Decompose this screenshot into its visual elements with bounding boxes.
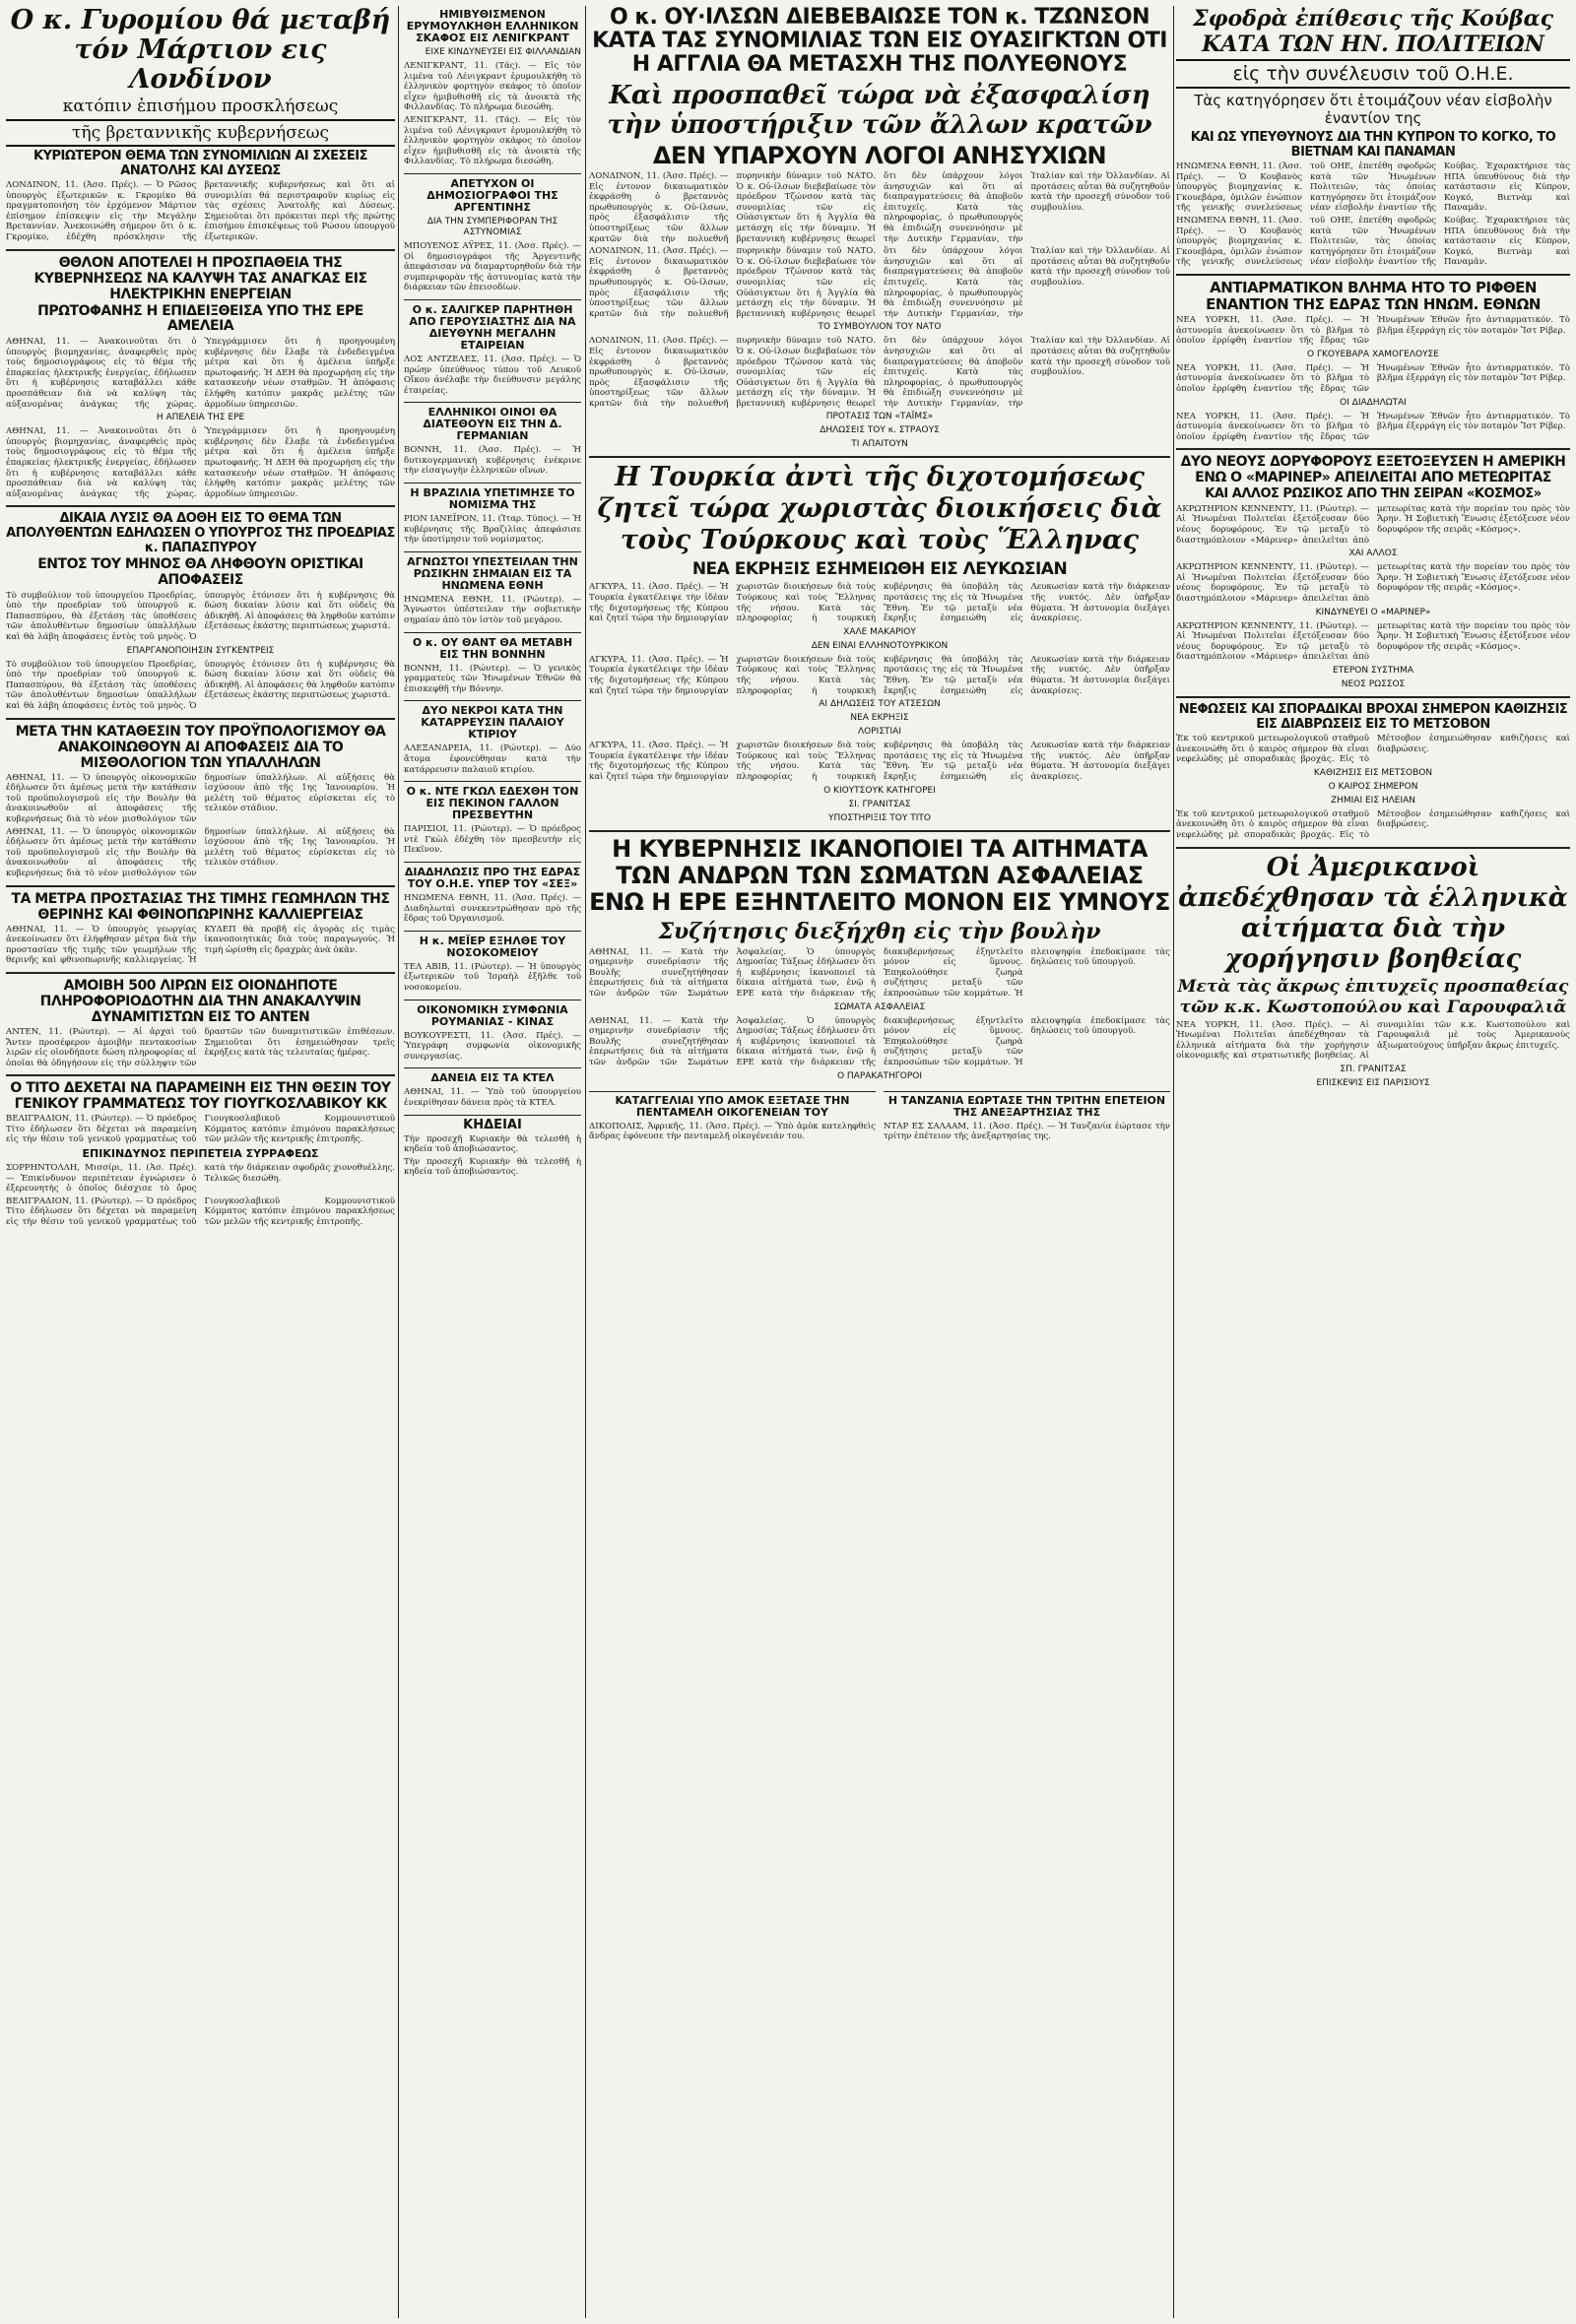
article-body: ΑΘΗΝΑΙ, 11. — Ἀνακοινοῦται ὅτι ὁ ὑπουργὸς βιομηχανίας, ἀναφερθεὶς πρὸς τοὺς δημοσιογράφους εἰς τὸ θέμα τῆς ἐπαρκείας ἠλεκτρικῆς ἐνεργείας, ἐδήλωσεν ὅτι ἡ κυβέρνησις καταβάλλει κάθε προσπάθειαν διὰ νὰ καλύψη τὰς αὐξανομένας ἀνάγκας τῆς χώρας. Ὑπεγράμμισεν ὅτι ἡ προηγουμένη κυβέρνησις δὲν ἔλαβε τὰ ἐνδεδειγμένα μέτρα καὶ ὅτι ἡ ἀμέλεια ὑπῆρξε πρωτοφανής. Ἡ ΔΕΗ θὰ προχωρήση εἰς τὴν κατασκευὴν νέων σταθμῶν. Ἡ ἀπόφασις ἐλήφθη κατόπιν μακρᾶς μελέτης τῶν ἁρμοδίων ὑπηρεσιῶν. [6,426,395,499]
divider [6,972,395,974]
divider [1176,448,1570,450]
article-body: ΗΝΩΜΕΝΑ ΕΘΝΗ, 11. (Ρώυτερ). — Ἄγνωστοι ὑπέστειλαν τὴν σοβιετικὴν σημαίαν ἀπὸ τὸν ἱστὸν τοῦ μεγάρου. [404,594,581,626]
article-missile [1176,280,1570,442]
headline: Ο κ. ΟΥ·ΙΛΣΩΝ ΔΙΕΒΕΒΑΙΩΣΕ ΤΟΝ κ. ΤΖΩΝΣΟΝ ΚΑΤΑ ΤΑΣ ΣΥΝΟΜΙΛΙΑΣ ΤΩΝ ΕΙΣ ΟΥΑΣΙΓΚΤΩΝ ΟΤΙ Η ΑΓΓΛΙΑ ΘΑ ΜΕΤΑΣΧΗ ΤΗΣ ΠΟΛΥΕΘΝΟΥΣ [592,5,1167,77]
subheadline: κατόπιν ἐπισήμου προσκλήσεως [62,97,339,116]
divider [404,632,581,633]
article-body: ΑΓΚΥΡΑ, 11. (Ἀσσ. Πρές). — Ἡ Τουρκία ἐγκατέλειψε τὴν ἰδέαν τῆς διχοτομήσεως τῆς Κύπρου καὶ ζητεῖ τώρα τὴν δημιουργίαν χωριστῶν διοικήσεων διὰ τοὺς Τούρκους καὶ τοὺς Ἕλληνας τῆς νήσου. Κατὰ τὰς πληροφορίας ἡ τουρκικὴ κυβέρνησις θὰ ὑποβάλη τὰς προτάσεις της εἰς τὰ Ἡνωμένα Ἔθνη. Ἐν τῷ μεταξὺ νέα ἔκρηξις ἐσημειώθη εἰς Λευκωσίαν κατὰ τὴν διάρκειαν τῆς νυκτός. Δὲν ὑπῆρξαν θύματα. Ἡ ἀστυνομία διεξάγει ἀνακρίσεις. [589,654,1170,696]
column-1 [6,6,395,1234]
column-3 [589,6,1170,1150]
article-body: ΒΕΛΙΓΡΑΔΙΟΝ, 11. (Ρώυτερ). — Ὁ πρόεδρος Τίτο ἐδήλωσεν ὅτι δέχεται νὰ παραμείνη εἰς τὴν θέσιν τοῦ γενικοῦ γραμματέως τοῦ Γιουγκοσλαβικοῦ Κομμουνιστικοῦ Κόμματος κατόπιν ἐπιμόνου παρακλήσεως τῶν μελῶν τῆς κεντρικῆς ἐπιτροπῆς. [6,1114,395,1145]
divider [404,1000,581,1001]
article-body: ΤΕΛ ΑΒΙΒ, 11. (Ρώυτερ). — Ἡ ὑπουργὸς ἐξωτερικῶν τοῦ Ἰσραὴλ ἐξῆλθε τοῦ νοσοκομείου. [404,961,581,993]
headline: Οἱ Ἀμερικανοὶ ἀπεδέχθησαν τὰ ἑλληνικὰ αἰτήματα διὰ τὴν χορήγησιν βοηθείας [1178,852,1568,974]
article-body: Τὸ συμβούλιον τοῦ ὑπουργείου Προεδρίας, ὑπὸ τὴν προεδρίαν τοῦ ὑπουργοῦ κ. Παπασπύρου, θὰ ἐξετάση τὰς ὑποθέσεις τῶν ἀπολυθέντων δημοσίων ὑπαλλήλων καὶ θὰ λάβη ἀποφάσεις ἐντὸς τοῦ μηνὸς. Ὁ ὑπουργὸς ἐτόνισεν ὅτι ἡ κυβέρνησις θὰ δώση δικαίαν λύσιν καὶ ὅτι οὐδεὶς θὰ ἀδικηθῆ. Αἱ ἀποφάσεις θὰ ληφθοῦν κατόπιν ἐξετάσεως ἑκάστης περιπτώσεως χωριστά. [6,590,395,643]
divider [404,1067,581,1068]
article-salinger [404,304,581,396]
divider [404,862,581,863]
article-gromyko [6,6,395,243]
divider [589,456,1170,458]
divider [6,718,395,720]
headline: ΤΑ ΜΕΤΡΑ ΠΡΟΣΤΑΣΙΑΣ ΤΗΣ ΤΙΜΗΣ ΓΕΩΜΗΛΩΝ ΤΗΣ ΘΕΡΙΝΗΣ ΚΑΙ ΦΘΙΝΟΠΩΡΙΝΗΣ ΚΑΛΛΙΕΡΓΕΙΑΣ [11,890,390,923]
article-body: Ἐκ τοῦ κεντρικοῦ μετεωρολογικοῦ σταθμοῦ ἀνεκοινώθη ὅτι ὁ καιρὸς σήμερον θὰ εἶναι νεφελώδης μὲ σποραδικὰς βροχάς. Εἰς τὸ Μέτσοβον ἐσημειώθησαν καθιζήσεις καὶ διαβρώσεις. [1176,808,1570,840]
article-body: ΛΕΝΙΓΚΡΑΝΤ, 11. (Τάς). — Εἰς τὸν λιμένα τοῦ Λένιγκραντ ἐρυμουλκήθη τὸ ἐλληνικὸν φορτηγὸν σκάφος τὸ ὁποῖον εἶχεν ἡμιβυθισθῆ εἰς τὰ ἀνοικτὰ τῆς Φιλλανδίας. Τὸ πλήρωμα διεσώθη. [404,114,581,167]
article-body: ΝΕΑ ΥΟΡΚΗ, 11. (Ἀσσ. Πρές). — Αἱ Ἡνωμέναι Πολιτεῖαι ἀπεδέχθησαν τὰ ἑλληνικὰ αἰτήματα διὰ τὴν χορήγησιν οἰκονομικῆς καὶ στρατιωτικῆς βοηθείας. Αἱ συνομιλίαι τῶν κ.κ. Κωστοπούλου καὶ Γαρουφαλιᾶ μὲ τοὺς Ἀμερικανοὺς ἀξιωματούχους ὑπῆρξαν ἄκρως ἐπιτυχεῖς. [1176,1019,1570,1062]
article-electric [6,255,395,500]
subheadline: Συζήτησις διεξήχθη εἰς τὴν βουλὴν [658,918,1101,944]
article-tito [6,1080,395,1227]
headline: ΔΙΚΑΙΑ ΛΥΣΙΣ ΘΑ ΔΟΘΗ ΕΙΣ ΤΟ ΘΕΜΑ ΤΩΝ ΑΠΟΛΥΘΕΝΤΩΝ ΕΔΗΛΩΣΕΝ Ο ΥΠΟΥΡΓΟΣ ΤΗΣ ΠΡΟΕΔΡΙΑΣ κ. ΠΑΠΑΣΠΥΡΟΥ [6,511,395,556]
article-meir [404,936,581,994]
article-body: ΜΠΟΥΕΝΟΣ ΑΫΡΕΣ, 11. (Ἀσσ. Πρές). — Οἱ δημοσιογράφοι τῆς Ἀργεντινῆς ἀπεφάσισαν νὰ διαμαρτυρηθοῦν διὰ τὴν συμπεριφορὰν τῆς ἀστυνομίας κατὰ τὴν διάρκειαν τῶν ἐπεισοδίων. [404,240,581,293]
headline: Η ΒΡΑΖΙΛΙΑ ΥΠΕΤΙΜΗΣΕ ΤΟ ΝΟΜΙΣΜΑ ΤΗΣ [410,486,575,512]
article-body: ΑΘΗΝΑΙ, 11. — Ὁ ὑπουργὸς γεωργίας ἀνεκοίνωσεν ὅτι ἐλήφθησαν μέτρα διὰ τὴν προστασίαν τῆς τιμῆς τῶν γεωμήλων τῆς θερινῆς καὶ φθινοπωρινῆς καλλιεργείας. Ἡ ΚΥΔΕΠ θὰ προβῆ εἰς ἀγορὰς εἰς τιμὰς ἱκανοποιητικὰς διὰ τοὺς παραγωγούς. Ἡ τιμὴ ὡρίσθη εἰς δραχμὰς ἀνὰ ὀκᾶν. [6,924,395,966]
article-body: ΗΝΩΜΕΝΑ ΕΘΝΗ, 11. (Ἀσσ. Πρές). — Ὁ Κουβανὸς ὑπουργὸς βιομηχανίας κ. Γκουεβάρα, ὁμιλῶν ἐνώπιον τῆς γενικῆς συνελεύσεως τοῦ ΟΗΕ, ἐπετέθη σφοδρῶς κατὰ τῶν Ἡνωμένων Πολιτειῶν, τὰς ὁποίας κατηγόρησεν ὅτι ἑτοιμάζουν νέαν εἰσβολὴν ἐναντίον τῆς Κούβας. Ἐχαρακτήρισε τὰς ΗΠΑ ὑπευθύνους διὰ τὴν κατάστασιν εἰς Κύπρον, Κογκό, Βιετνὰμ καὶ Παναμᾶν. [1176,215,1570,268]
subheadline: ΔΕΝ ΥΠΑΡΧΟΥΝ ΛΟΓΟΙ ΑΝΗΣΥΧΙΩΝ [652,142,1107,169]
article-body: ΛΕΝΙΓΚΡΑΝΤ, 11. (Τάς). — Εἰς τὸν λιμένα τοῦ Λένιγκραντ ἐρυμουλκήθη τὸ ἐλληνικὸν φορτηγὸν σκάφος τὸ ὁποῖον εἶχεν ἡμιβυθισθῆ εἰς τὰ ἀνοικτὰ τῆς Φιλλανδίας. Τὸ πλήρωμα διεσώθη. [404,61,581,113]
article-wilson [589,6,1170,450]
article-u-thant [404,637,581,695]
headline: ΝΕΦΩΣΕΙΣ ΚΑΙ ΣΠΟΡΑΔΙΚΑΙ ΒΡΟΧΑΙ ΣΗΜΕΡΟΝ ΚΑΘΙΖΗΣΙΣ ΕΙΣ ΔΙΑΒΡΩΣΕΙΣ ΕΙΣ ΤΟ ΜΕΤΣΟΒΟΝ [1178,701,1568,732]
divider [1176,847,1570,849]
article-romania [404,1004,581,1063]
section-label: ΕΠΑΡΓΑΝΟΠΟΙΗΣΙΝ ΣΥΓΚΕΝΤΡΕΙΣ [126,645,275,656]
article-body: ΛΟΝΔΙΝΟΝ, 11. (Ἀσσ. Πρές). — Εἰς ἐντονον δικαιωματικὸν ἐκφράσθη ὁ βρεταννὸς πρωθυπουργὸς κ. Οὐ-ίλσων, πρὸς ἐξασφάλισιν τῆς ὑποστηρίξεως τῶν ἄλλων κρατῶν διὰ τὴν πολυεθνῆ πυρηνικὴν δύναμιν τοῦ ΝΑΤΟ. Ὁ κ. Οὐ-ίλσων διεβεβαίωσε τὸν πρόεδρον Τζώνσον κατὰ τὰς συνομιλίας τῶν εἰς Οὐάσιγκτων ὅτι ἡ Ἀγγλία θὰ μετάσχη εἰς τὴν δύναμιν. Ἡ βρεταννικὴ κυβέρνησις θεωρεῖ ὅτι δὲν ὑπάρχουν λόγοι ἀνησυχιῶν καὶ ὅτι αἱ διαπραγματεύσεις θὰ ἀποβοῦν ἐπιτυχεῖς. Κατὰ τὰς πληροφορίας, ὁ πρωθυπουργὸς θὰ ἐπιδιώξη συνεννόησιν μὲ τὴν Δυτικὴν Γερμανίαν, τὴν Ἰταλίαν καὶ τὴν Ὀλλανδίαν. Αἱ προτάσεις αὗται θὰ συζητηθοῦν κατὰ τὴν προσεχῆ σύνοδον τοῦ συμβουλίου. [589,336,1170,409]
column-rule [585,6,586,2318]
article-body: ΑΘΗΝΑΙ, 11. — Ὑπὸ τοῦ ὑπουργείου ἐνεκρίθησαν δάνεια πρὸς τὰ ΚΤΕΛ. [404,1087,581,1108]
article-collapse [404,705,581,775]
section-label: ΥΠΟΣΤΗΡΙΞΙΣ ΤΟΥ ΤΙΤΟ [828,812,931,823]
article-demonstration [404,867,581,925]
article-body: ΑΚΡΩΤΗΡΙΟΝ ΚΕΝΝΕΝΤΥ, 11. (Ρώυτερ). — Αἱ Ἡνωμέναι Πολιτεῖαι ἐξετόξευσαν δύο νέους δορυφόρους. Ἐν τῷ μεταξὺ τὸ διαστημόπλοιον «Μάρινερ» ἀπειλεῖται ἀπὸ μετεωρίτας κατὰ τὴν πορείαν του πρὸς τὸν Ἄρην. Ἡ Σοβιετικὴ Ἕνωσις ἐξετόξευσε νέον δορυφόρον τῆς σειρᾶς «Κόσμος». [1176,620,1570,663]
headline: ΑΓΝΩΣΤΟΙ ΥΠΕΣΤΕΙΛΑΝ ΤΗΝ ΡΩΣΙΚΗΝ ΣΗΜΑΙΑΝ ΕΙΣ ΤΑ ΗΝΩΜΕΝΑ ΕΘΝΗ [407,554,578,592]
article-body: ΔΙΚΟΠΟΛΙΣ, Ἀφρικῆς, 11. (Ἀσσ. Πρές). — Ὑπὸ ἀμὸκ κατεληφθεὶς ἄνδρας ἐφόνευσε τὴν πενταμελῆ οἰκογένειάν του. [589,1121,876,1142]
divider [404,700,581,701]
section-label: ΕΠΙΚΙΝΔΥΝΟΣ ΠΕΡΙΠΕΤΕΙΑ ΣΥΡΡΑΦΕΩΣ [82,1147,319,1161]
article-body: ΡΙΟΝ ΙΑΝΕΪΡΟΝ, 11. (Ἰταρ. Τύπος). — Ἡ κυβέρνησις τῆς Βραζιλίας ἀπεφάσισε τὴν ὑποτίμησιν τοῦ νομίσματος. [404,514,581,546]
article-body: ΗΝΩΜΕΝΑ ΕΘΝΗ, 11. (Ἀσσ. Πρές). — Ὁ Κουβανὸς ὑπουργὸς βιομηχανίας κ. Γκουεβάρα, ὁμιλῶν ἐνώπιον τῆς γενικῆς συνελεύσεως τοῦ ΟΗΕ, ἐπετέθη σφοδρῶς κατὰ τῶν Ἡνωμένων Πολιτειῶν, τὰς ὁποίας κατηγόρησεν ὅτι ἑτοιμάζουν νέαν εἰσβολὴν ἐναντίον τῆς Κούβας. Ἐχαρακτήρισε τὰς ΗΠΑ ὑπευθύνους διὰ τὴν κατάστασιν εἰς Κύπρον, Κογκό, Βιετνὰμ καὶ Παναμᾶν. [1176,161,1570,214]
article-wines [404,407,581,477]
article-de-gaulle [404,786,581,856]
subheadline: ΝΕΑ ΕΚΡΗΞΙΣ ΕΣΗΜΕΙΩΘΗ ΕΙΣ ΛΕΥΚΩΣΙΑΝ [691,559,1068,580]
article-body: ΣΟΡΡΗΝΤΟΛΛΗ, Μισσίρι, 11. (Ἀσ. Πρές). — Ἐπικίνδυνον περιπέτειαν ἐγνώρισεν ὁ ἐξερευνητὴς ὁ ὁποῖος διέσχισε τὸ ὄρος κατὰ τὴν διάρκειαν σφοδρᾶς χιονοθυέλλης. Τελικῶς διεσώθη. [6,1163,395,1194]
article-body: ΑΚΡΩΤΗΡΙΟΝ ΚΕΝΝΕΝΤΥ, 11. (Ρώυτερ). — Αἱ Ἡνωμέναι Πολιτεῖαι ἐξετόξευσαν δύο νέους δορυφόρους. Ἐν τῷ μεταξὺ τὸ διαστημόπλοιον «Μάρινερ» ἀπειλεῖται ἀπὸ μετεωρίτας κατὰ τὴν πορείαν του πρὸς τὸν Ἄρην. Ἡ Σοβιετικὴ Ἕνωσις ἐξετόξευσε νέον δορυφόρον τῆς σειρᾶς «Κόσμος». [1176,562,1570,604]
subheadline: τῆς βρεταννικῆς κυβερνήσεως [6,119,395,147]
headline: ΑΝΤΙΑΡΜΑΤΙΚΟΝ ΒΛΗΜΑ ΗΤΟ ΤΟ ΡΙΦΘΕΝ ΕΝΑΝΤΙΟΝ ΤΗΣ ΕΔΡΑΣ ΤΩΝ ΗΝΩΜ. ΕΘΝΩΝ [1206,278,1541,313]
article-budget [6,724,395,879]
article-body: ΝΕΑ ΥΟΡΚΗ, 11. (Ἀσσ. Πρές). — Ἡ ἀστυνομία ἀνεκοίνωσεν ὅτι τὸ βλῆμα τὸ ὁποῖον ἐρρίφθη ἐναντίον τῆς ἕδρας τῶν Ἡνωμένων Ἐθνῶν ἦτο ἀντιαρματικόν. Τὸ βλῆμα ἐξερράγη εἰς τὸν ποταμὸν Ἴστ Ρίβερ. [1176,362,1570,394]
divider [1176,274,1570,276]
headline: ΘΘΛΟΝ ΑΠΟΤΕΛΕΙ Η ΠΡΟΣΠΑΘΕΙΑ ΤΗΣ ΚΥΒΕΡΝΗΣΕΩΣ ΝΑ ΚΑΛΥΨΗ ΤΑΣ ΑΝΑΓΚΑΣ ΕΙΣ ΗΛΕΚΤΡΙΚΗΝ ΕΝΕΡΓΕΙΑΝ [33,254,367,302]
divider [6,1074,395,1076]
divider [1176,696,1570,698]
article-body: ΗΝΩΜΕΝΑ ΕΘΝΗ, 11. (Ἀσσ. Πρές). — Διαδηλωταὶ συνεκεντρώθησαν πρὸ τῆς ἕδρας τοῦ Ὀργανισμοῦ. [404,892,581,925]
article-flag [404,556,581,626]
section-label: ΤΟ ΣΥΜΒΟΥΛΙΟΝ ΤΟΥ ΝΑΤΟ [818,322,942,333]
section-label: ΚΙΝΔΥΝΕΥΕΙ Ο «ΜΑΡΙΝΕΡ» [1315,607,1431,617]
headline: Ο κ. ΝΤΕ ΓΚΩΛ ΕΔΕΧΘΗ ΤΟΝ ΕΙΣ ΠΕΚΙΝΟΝ ΓΑΛΛΟΝ ΠΡΕΣΒΕΥΤΗΝ [406,785,579,822]
subheadline: ΔΙΑ ΤΗΝ ΣΥΜΠΕΡΙΦΟΡΑΝ ΤΗΣ ΑΣΤΥΝΟΜΙΑΣ [427,216,558,237]
section-label: ΖΗΜΙΑΙ ΕΙΣ ΗΛΕΙΑΝ [1330,795,1416,806]
article-body: Τὴν προσεχῆ Κυριακὴν θὰ τελεσθῆ ἡ κηδεία τοῦ ἀποβιώσαντος. [404,1133,581,1155]
column-rule [398,6,399,2318]
section-label: ΔΕΝ ΕΙΝΑΙ ΕΛΛΗΝΟΤΟΥΡΚΙΚΟΝ [811,640,949,651]
article-body: ΑΘΗΝΑΙ, 11. — Κατὰ τὴν σημερινὴν συνεδρίασιν τῆς Βουλῆς συνεζητήθησαν ἐπερωτήσεις διὰ τὰ αἰτήματα τῶν ἀνδρῶν τῶν Σωμάτων Ἀσφαλείας. Ὁ ὑπουργὸς Δημοσίας Τάξεως ἐδήλωσεν ὅτι ἡ κυβέρνησις ἱκανοποιεῖ τὰ δίκαια αἰτήματά των, ἐνῷ ἡ ΕΡΕ κατὰ τὴν διάρκειαν τῆς διακυβερνήσεως ἐξηντλεῖτο μόνον εἰς ὕμνους. Ἐπηκολούθησε ζωηρὰ συζήτησις μεταξὺ τῶν ἐκπροσώπων τῶν κομμάτων. Ἡ πλειοψηφία ἐπεδοκίμασε τὰς δηλώσεις τοῦ ὑπουργοῦ. [589,1015,1170,1067]
subheadline: ΚΑΙ ΩΣ ΥΠΕΥΘΥΝΟΥΣ ΔΙΑ ΤΗΝ ΚΥΠΡΟΝ ΤΟ ΚΟΓΚΟ, ΤΟ ΒΙΕΤΝΑΜ ΚΑΙ ΠΑΝΑΜΑΝ [1190,130,1556,160]
divider [6,885,395,887]
section-label: ΔΗΛΩΣΕΙΣ ΤΟΥ κ. ΣΤΡΑΟΥΣ [820,425,940,436]
column-rule [1173,6,1174,2318]
article-body: ΑΚΡΩΤΗΡΙΟΝ ΚΕΝΝΕΝΤΥ, 11. (Ρώυτερ). — Αἱ Ἡνωμέναι Πολιτεῖαι ἐξετόξευσαν δύο νέους δορυφόρους. Ἐν τῷ μεταξὺ τὸ διαστημόπλοιον «Μάρινερ» ἀπειλεῖται ἀπὸ μετεωρίτας κατὰ τὴν πορείαν του πρὸς τὸν Ἄρην. Ἡ Σοβιετικὴ Ἕνωσις ἐξετόξευσε νέον δορυφόρον τῆς σειρᾶς «Κόσμος». [1176,503,1570,546]
divider [589,830,1170,832]
section-label: Η ΑΠΕΛΕΙΑ ΤΗΣ ΕΡΕ [156,413,245,423]
article-security-forces [589,836,1170,1082]
headline: ΚΑΤΑΓΓΕΛΙΑΙ ΥΠΟ ΑΜΟΚ ΕΞΕΤΑΣΕ ΤΗΝ ΠΕΝΤΑΜΕΛΗ ΟΙΚΟΓΕΝΕΙΑΝ ΤΟΥ [589,1091,876,1119]
headline: ΔΥΟ ΝΕΚΡΟΙ ΚΑΤΑ ΤΗΝ ΚΑΤΑΡΡΕΥΣΙΝ ΠΑΛΑΙΟΥ ΚΤΙΡΙΟΥ [421,704,564,742]
headline: ΚΗΔΕΙΑΙ [463,1117,522,1132]
article-argentina [404,178,581,293]
column-2 [404,6,581,1184]
article-ktel [404,1072,581,1108]
section-label: ΕΤΕΡΟΝ ΣΥΣΤΗΜΑ [1332,665,1414,676]
article-body: Τὸ συμβούλιον τοῦ ὑπουργείου Προεδρίας, ὑπὸ τὴν προεδρίαν τοῦ ὑπουργοῦ κ. Παπασπύρου, θὰ ἐξετάση τὰς ὑποθέσεις τῶν ἀπολυθέντων δημοσίων ὑπαλλήλων καὶ θὰ λάβη ἀποφάσεις ἐντὸς τοῦ μηνὸς. Ὁ ὑπουργὸς ἐτόνισεν ὅτι ἡ κυβέρνησις θὰ δώση δικαίαν λύσιν καὶ ὅτι οὐδεὶς θὰ ἀδικηθῆ. Αἱ ἀποφάσεις θὰ ληφθοῦν κατόπιν ἐξετάσεως ἑκάστης περιπτώσεως χωριστά. [6,659,395,711]
section-label: Ο ΚΑΙΡΟΣ ΣΗΜΕΡΟΝ [1328,781,1418,792]
divider [404,1115,581,1116]
article-cuba [1176,6,1570,268]
headline: Η ΚΥΒΕΡΝΗΣΙΣ ΙΚΑΝΟΠΟΙΕΙ ΤΑ ΑΙΤΗΜΑΤΑ ΤΩΝ ΑΝΔΡΩΝ ΤΩΝ ΣΩΜΑΤΩΝ ΑΣΦΑΛΕΙΑΣ ΕΝΩ Η ΕΡΕ ΕΞΗΝΤΛΕΙΤΟ ΜΟΝΟΝ ΕΙΣ ΥΜΝΟΥΣ [589,834,1170,916]
article-body: ΑΓΚΥΡΑ, 11. (Ἀσσ. Πρές). — Ἡ Τουρκία ἐγκατέλειψε τὴν ἰδέαν τῆς διχοτομήσεως τῆς Κύπρου καὶ ζητεῖ τώρα τὴν δημιουργίαν χωριστῶν διοικήσεων διὰ τοὺς Τούρκους καὶ τοὺς Ἕλληνας τῆς νήσου. Κατὰ τὰς πληροφορίας ἡ τουρκικὴ κυβέρνησις θὰ ὑποβάλη τὰς προτάσεις της εἰς τὰ Ἡνωμένα Ἔθνη. Ἐν τῷ μεταξὺ νέα ἔκρηξις ἐσημειώθη εἰς Λευκωσίαν κατὰ τὴν διάρκειαν τῆς νυκτός. Δὲν ὑπῆρξαν θύματα. Ἡ ἀστυνομία διεξάγει ἀνακρίσεις. [589,582,1170,624]
subheadline: Τὰς κατηγόρησεν ὅτι ἑτοιμάζουν νέαν εἰσβολὴν ἐναντίον της [1194,92,1552,127]
subheadline: ΚΑΙ ΑΛΛΟΣ ΡΩΣΙΚΟΣ ΑΠΟ ΤΗΝ ΣΕΙΡΑΝ «ΚΟΣΜΟΣ» [1205,486,1542,502]
article-body: ΒΕΛΙΓΡΑΔΙΟΝ, 11. (Ρώυτερ). — Ὁ πρόεδρος Τίτο ἐδήλωσεν ὅτι δέχεται νὰ παραμείνη εἰς τὴν θέσιν τοῦ γενικοῦ γραμματέως τοῦ Γιουγκοσλαβικοῦ Κομμουνιστικοῦ Κόμματος κατόπιν ἐπιμόνου παρακλήσεως τῶν μελῶν τῆς κεντρικῆς ἐπιτροπῆς. [6,1195,395,1228]
article-funerals [404,1117,581,1178]
article-body: ΒΟΥΚΟΥΡΕΣΤΙ, 11. (Ἀσσ. Πρές). — Ὑπεγράφη συμφωνία οἰκονομικῆς συνεργασίας. [404,1030,581,1062]
article-body: ΑΘΗΝΑΙ, 11. — Κατὰ τὴν σημερινὴν συνεδρίασιν τῆς Βουλῆς συνεζητήθησαν ἐπερωτήσεις διὰ τὰ αἰτήματα τῶν ἀνδρῶν τῶν Σωμάτων Ἀσφαλείας. Ὁ ὑπουργὸς Δημοσίας Τάξεως ἐδήλωσεν ὅτι ἡ κυβέρνησις ἱκανοποιεῖ τὰ δίκαια αἰτήματά των, ἐνῷ ἡ ΕΡΕ κατὰ τὴν διάρκειαν τῆς διακυβερνήσεως ἐξηντλεῖτο μόνον εἰς ὕμνους. Ἐπηκολούθησε ζωηρὰ συζήτησις μεταξὺ τῶν ἐκπροσώπων τῶν κομμάτων. Ἡ πλειοψηφία ἐπεδοκίμασε τὰς δηλώσεις τοῦ ὑπουργοῦ. [589,946,1170,999]
section-label: ΣΙ. ΓΡΑΝΙΤΣΑΣ [848,799,911,809]
article-satellites [1176,454,1570,690]
article-body: ΒΟΝΝΗ, 11. (Ρώυτερ). — Ὁ γενικὸς γραμματεὺς τῶν Ἡνωμένων Ἐθνῶν θὰ ἐπισκεφθῆ τὴν Βόννην. [404,663,581,694]
subheadline: Καὶ προσπαθεῖ τώρα νὰ ἐξασφαλίση τὴν ὑποστήριξιν τῶν ἄλλων κρατῶν [607,81,1152,140]
divider [404,781,581,782]
article-body: ΑΘΗΝΑΙ, 11. — Ἀνακοινοῦται ὅτι ὁ ὑπουργὸς βιομηχανίας, ἀναφερθεὶς πρὸς τοὺς δημοσιογράφους εἰς τὸ θέμα τῆς ἐπαρκείας ἠλεκτρικῆς ἐνεργείας, ἐδήλωσεν ὅτι ἡ κυβέρνησις καταβάλλει κάθε προσπάθειαν διὰ νὰ καλύψη τὰς αὐξανομένας ἀνάγκας τῆς χώρας. Ὑπεγράμμισεν ὅτι ἡ προηγουμένη κυβέρνησις δὲν ἔλαβε τὰ ἐνδεδειγμένα μέτρα καὶ ὅτι ἡ ἀμέλεια ὑπῆρξε πρωτοφανής. Ἡ ΔΕΗ θὰ προχωρήση εἰς τὴν κατασκευὴν νέων σταθμῶν. Ἡ ἀπόφασις ἐλήφθη κατόπιν μακρᾶς μελέτης τῶν ἁρμοδίων ὑπηρεσιῶν. [6,337,395,410]
subheadline: ΚΥΡΙΩΤΕΡΟΝ ΘΕΜΑ ΤΩΝ ΣΥΝΟΜΙΛΙΩΝ ΑΙ ΣΧΕΣΕΙΣ ΑΝΑΤΟΛΗΣ ΚΑΙ ΔΥΣΕΩΣ [33,149,367,178]
section-label: ΝΕΑ ΕΚΡΗΞΙΣ [850,713,909,724]
article-dismissed [6,511,395,711]
subheadline: ΕΙΧΕ ΚΙΝΔΥΝΕΥΣΕΙ ΕΙΣ ΦΙΛΛΑΝΔΙΑΝ [425,47,581,57]
article-body: ΑΝΤΕΝ, 11. (Ρώυτερ). — Αἱ ἀρχαὶ τοῦ Ἄντεν προσέφερον ἀμοιβὴν πεντακοσίων λιρῶν εἰς οἱονδήποτε δώση πληροφορίας αἱ ὁποῖαι θὰ ὁδηγήσουν εἰς τὴν σύλληψιν τῶν δραστῶν τῶν δυναμιτιστικῶν ἐπιθέσεων. Σημειοῦται ὅτι ἐσημειώθησαν τρεῖς ἐκρήξεις κατὰ τὰς τελευταίας ἡμέρας. [6,1026,395,1068]
divider [404,551,581,552]
article-body: ΝΕΑ ΥΟΡΚΗ, 11. (Ἀσσ. Πρές). — Ἡ ἀστυνομία ἀνεκοίνωσεν ὅτι τὸ βλῆμα τὸ ὁποῖον ἐρρίφθη ἐναντίον τῆς ἕδρας τῶν Ἡνωμένων Ἐθνῶν ἦτο ἀντιαρματικόν. Τὸ βλῆμα ἐξερράγη εἰς τὸν ποταμὸν Ἴστ Ρίβερ. [1176,411,1570,442]
section-label: ΛΟΡΙΣΤΙΑΙ [858,727,901,738]
subheadline: εἰς τὴν συνέλευσιν τοῦ Ο.Η.Ε. [1176,59,1570,89]
divider [404,402,581,403]
divider [404,931,581,932]
article-body: ΝΤΑΡ ΕΣ ΣΑΛΑΑΜ, 11. (Ἀσσ. Πρές). — Ἡ Τανζανία ἑώρτασε τὴν τρίτην ἐπέτειον τῆς ἀνεξαρτησίας της. [884,1121,1170,1142]
article-amok [589,1088,876,1144]
headline: ΜΕΤΑ ΤΗΝ ΚΑΤΑΘΕΣΙΝ ΤΟΥ ΠΡΟΫΠΟΛΟΓΙΣΜΟΥ ΘΑ ΑΝΑΚΟΙΝΩΘΟΥΝ ΑΙ ΑΠΟΦΑΣΕΙΣ ΔΙΑ ΤΟ ΜΙΣΘΟΛΟΓΙΟΝ ΤΩΝ ΥΠΑΛΛΗΛΩΝ [15,723,386,771]
headline: Ο ΤΙΤΟ ΔΕΧΕΤΑΙ ΝΑ ΠΑΡΑΜΕΙΝΗ ΕΙΣ ΤΗΝ ΘΕΣΙΝ ΤΟΥ ΓΕΝΙΚΟΥ ΓΡΑΜΜΑΤΕΩΣ ΤΟΥ ΓΙΟΥΓΚΟΣΛΑΒΙΚΟΥ ΚΚ [10,1080,391,1113]
article-tanzania [884,1088,1170,1144]
article-body: ΑΘΗΝΑΙ, 11. — Ὁ ὑπουργὸς οἰκονομικῶν ἐδήλωσεν ὅτι ἀμέσως μετὰ τὴν κατάθεσιν τοῦ προϋπολογισμοῦ εἰς τὴν Βουλὴν θὰ ἀνακοινωθοῦν αἱ ἀποφάσεις τῆς κυβερνήσεως διὰ τὸ νέον μισθολόγιον τῶν δημοσίων ὑπαλλήλων. Αἱ αὐξήσεις θὰ ἰσχύσουν ἀπὸ τῆς 1ης Ἰανουαρίου. Ἡ μελέτη τοῦ θέματος εὑρίσκεται εἰς τὸ τελικὸν στάδιον. [6,826,395,878]
divider [404,299,581,300]
divider [6,505,395,507]
section-label: ΝΕΟΣ ΡΩΣΣΟΣ [1341,678,1406,689]
article-turkey [589,462,1170,823]
headline: Σφοδρὰ ἐπίθεσις τῆς Κούβας ΚΑΤΑ ΤΩΝ ΗΝ. ΠΟΛΙΤΕΙΩΝ [1193,6,1553,57]
headline: ΗΜΙΒΥΘΙΣΜΕΝΟΝ ΕΡΥΜΟΥΛΚΗΘΗ ΕΛΛΗΝΙΚΟΝ ΣΚΑΦΟΣ ΕΙΣ ΛΕΝΙΓΚΡΑΝΤ [406,8,579,44]
section-label: ΟΙ ΔΙΑΔΗΛΩΤΑΙ [1340,397,1407,408]
section-label: ΣΠ. ΓΡΑΝΙΤΣΑΣ [1340,1064,1407,1074]
subheadline: Μετὰ τὰς ἄκρως ἐπιτυχεῖς προσπαθείας τῶν κ.κ. Κωστοπούλου καὶ Γαρουφαλιᾶ [1177,976,1569,1017]
subheadline: ΕΝΤΟΣ ΤΟΥ ΜΗΝΟΣ ΘΑ ΛΗΦΘΟΥΝ ΟΡΙΣΤΙΚΑΙ ΑΠΟΦΑΣΕΙΣ [37,556,363,588]
headline: ΔΥΟ ΝΕΟΥΣ ΔΟΡΥΦΟΡΟΥΣ ΕΞΕΤΟΞΕΥΣΕΝ Η ΑΜΕΡΙΚΗ ΕΝΩ Ο «ΜΑΡΙΝΕΡ» ΑΠΕΙΛΕΙΤΑΙ ΑΠΟ ΜΕΤΕΩΡΙΤΑΣ [1180,454,1566,486]
section-label: ΧΑΙ ΑΛΛΟΣ [1348,549,1398,559]
article-body: ΑΓΚΥΡΑ, 11. (Ἀσσ. Πρές). — Ἡ Τουρκία ἐγκατέλειψε τὴν ἰδέαν τῆς διχοτομήσεως τῆς Κύπρου καὶ ζητεῖ τώρα τὴν δημιουργίαν χωριστῶν διοικήσεων διὰ τοὺς Τούρκους καὶ τοὺς Ἕλληνας τῆς νήσου. Κατὰ τὰς πληροφορίας ἡ τουρκικὴ κυβέρνησις θὰ ὑποβάλη τὰς προτάσεις της εἰς τὰ Ἡνωμένα Ἔθνη. Ἐν τῷ μεταξὺ νέα ἔκρηξις ἐσημειώθη εἰς Λευκωσίαν κατὰ τὴν διάρκειαν τῆς νυκτός. Δὲν ὑπῆρξαν θύματα. Ἡ ἀστυνομία διεξάγει ἀνακρίσεις. [589,741,1170,782]
article-ship [404,9,581,167]
article-aid [1176,853,1570,1089]
article-brazil [404,487,581,546]
section-label: ΕΠΙΣΚΕΨΙΣ ΕΙΣ ΠΑΡΙΣΙΟΥΣ [1316,1077,1430,1088]
headline: Ο κ. ΣΑΛΙΓΚΕΡ ΠΑΡΗΤΗΘΗ ΑΠΟ ΓΕΡΟΥΣΙΑΣΤΗΣ ΔΙΑ ΝΑ ΔΙΕΥΘΥΝΗ ΜΕΓΑΛΗΝ ΕΤΑΙΡΕΙΑΝ [409,302,576,352]
section-label: ΚΑΘΙΖΗΣΙΣ ΕΙΣ ΜΕΤΣΟΒΟΝ [1313,767,1433,778]
headline: Ο κ. Γυρομίου θά μεταβή τόν Μάρτιον εις Λονδίνον [10,5,391,95]
section-label: ΠΡΟΤΑΣΙΣ ΤΩΝ «ΤΑΪΜΣ» [825,412,934,422]
article-body: ΑΘΗΝΑΙ, 11. — Ὁ ὑπουργὸς οἰκονομικῶν ἐδήλωσεν ὅτι ἀμέσως μετὰ τὴν κατάθεσιν τοῦ προϋπολογισμοῦ εἰς τὴν Βουλὴν θὰ ἀνακοινωθοῦν αἱ ἀποφάσεις τῆς κυβερνήσεως διὰ τὸ νέον μισθολόγιον τῶν δημοσίων ὑπαλλήλων. Αἱ αὐξήσεις θὰ ἰσχύσουν ἀπὸ τῆς 1ης Ἰανουαρίου. Ἡ μελέτη τοῦ θέματος εὑρίσκεται εἰς τὸ τελικὸν στάδιον. [6,772,395,824]
bottom-row [589,1088,1170,1144]
article-body: ΝΕΑ ΥΟΡΚΗ, 11. (Ἀσσ. Πρές). — Ἡ ἀστυνομία ἀνεκοίνωσεν ὅτι τὸ βλῆμα τὸ ὁποῖον ἐρρίφθη ἐναντίον τῆς ἕδρας τῶν Ἡνωμένων Ἐθνῶν ἦτο ἀντιαρματικόν. Τὸ βλῆμα ἐξερράγη εἰς τὸν ποταμὸν Ἴστ Ρίβερ. [1176,314,1570,347]
divider [6,249,395,251]
subheadline: ΠΡΩΤΟΦΑΝΗΣ Η ΕΠΙΔΕΙΞΘΕΙΣΑ ΥΠΟ ΤΗΣ ΕΡΕ ΑΜΕΛΕΙΑ [37,302,363,335]
section-label: ΣΩΜΑΤΑ ΑΣΦΑΛΕΙΑΣ [833,1001,926,1012]
article-body: ΛΟΝΔΙΝΟΝ, 11. (Ἀσσ. Πρές). — Εἰς ἐντονον δικαιωματικὸν ἐκφράσθη ὁ βρεταννὸς πρωθυπουργὸς κ. Οὐ-ίλσων, πρὸς ἐξασφάλισιν τῆς ὑποστηρίξεως τῶν ἄλλων κρατῶν διὰ τὴν πολυεθνῆ πυρηνικὴν δύναμιν τοῦ ΝΑΤΟ. Ὁ κ. Οὐ-ίλσων διεβεβαίωσε τὸν πρόεδρον Τζώνσον κατὰ τὰς συνομιλίας τῶν εἰς Οὐάσιγκτων ὅτι ἡ Ἀγγλία θὰ μετάσχη εἰς τὴν δύναμιν. Ἡ βρεταννικὴ κυβέρνησις θεωρεῖ ὅτι δὲν ὑπάρχουν λόγοι ἀνησυχιῶν καὶ ὅτι αἱ διαπραγματεύσεις θὰ ἀποβοῦν ἐπιτυχεῖς. Κατὰ τὰς πληροφορίας, ὁ πρωθυπουργὸς θὰ ἐπιδιώξη συνεννόησιν μὲ τὴν Δυτικὴν Γερμανίαν, τὴν Ἰταλίαν καὶ τὴν Ὀλλανδίαν. Αἱ προτάσεις αὗται θὰ συζητηθοῦν κατὰ τὴν προσεχῆ σύνοδον τοῦ συμβουλίου. [589,171,1170,244]
article-body: ΒΟΝΝΗ, 11. (Ἀσσ. Πρές). — Ἡ δυτικογερμανικὴ κυβέρνησις ἐνέκρινε τὴν εἰσαγωγὴν ἑλληνικῶν οἴνων. [404,445,581,477]
headline: ΑΠΕΤΥΧΟΝ ΟΙ ΔΗΜΟΣΙΟΓΡΑΦΟΙ ΤΗΣ ΑΡΓΕΝΤΙΝΗΣ [427,176,558,214]
article-aden [6,978,395,1068]
headline: Ο κ. ΟΥ ΘΑΝΤ ΘΑ ΜΕΤΑΒΗ ΕΙΣ ΤΗΝ ΒΟΝΝΗΝ [412,635,573,661]
article-body: ΛΟΝΔΙΝΟΝ, 11. (Ἀσσ. Πρές). — Ὁ Ρῶσος ὑπουργὸς ἐξωτερικῶν κ. Γκρομίκο θά πραγματοποιήση τὸν ἐρχόμενον Μάρτιον ἐπίσημον ἐπίσκεψιν εἰς τὴν Μεγάλην Βρεταννίαν. Ἀνεκοινώθη σήμερον ὅτι ὁ κ. Γκρομίκο, ἐδέχθη πρόσκλησιν τῆς βρεταννικῆς κυβερνήσεως καὶ ὅτι αἱ συνομιλίαι θά περιστραφοῦν κυρίως εἰς τὰς σχέσεις Ἀνατολῆς καὶ Δύσεως. Σημειοῦται ὅτι πρόκειται περὶ τῆς πρώτης ἐπισήμου ἐπισκέψεως τοῦ Ρώσου ὑπουργοῦ ἐξωτερικῶν. [6,180,395,243]
headline: Η Τουρκία ἀντὶ τῆς διχοτομήσεως ζητεῖ τώρα χωριστὰς διοικήσεις διὰ τοὺς Τούρκους καὶ τοὺς Ἕλληνας [597,462,1162,556]
article-body: ΛΟΣ ΑΝΤΖΕΛΕΣ, 11. (Ἀσσ. Πρές). — Ὁ πρώην ὑπεύθυνος τύπου τοῦ Λευκοῦ Οἴκου ἀνέλαβε τὴν διεύθυνσιν μεγάλης ἑταιρείας. [404,354,581,396]
article-weather [1176,702,1570,841]
section-label: Ο ΚΙΟΥΤΣΟΥΚ ΚΑΤΗΓΟΡΕΙ [823,785,936,796]
section-label: Ο ΓΚΟΥΕΒΑΡΑ ΧΑΜΟΓΕΛΟΥΣΕ [1307,349,1439,359]
headline: Η κ. ΜΕΪΕΡ ΕΞΗΛΘΕ ΤΟΥ ΝΟΣΟΚΟΜΕΙΟΥ [419,934,566,959]
divider [404,483,581,484]
column-4 [1176,6,1570,1095]
article-body: ΛΟΝΔΙΝΟΝ, 11. (Ἀσσ. Πρές). — Εἰς ἐντονον δικαιωματικὸν ἐκφράσθη ὁ βρεταννὸς πρωθυπουργὸς κ. Οὐ-ίλσων, πρὸς ἐξασφάλισιν τῆς ὑποστηρίξεως τῶν ἄλλων κρατῶν διὰ τὴν πολυεθνῆ πυρηνικὴν δύναμιν τοῦ ΝΑΤΟ. Ὁ κ. Οὐ-ίλσων διεβεβαίωσε τὸν πρόεδρον Τζώνσον κατὰ τὰς συνομιλίας τῶν εἰς Οὐάσιγκτων ὅτι ἡ Ἀγγλία θὰ μετάσχη εἰς τὴν δύναμιν. Ἡ βρεταννικὴ κυβέρνησις θεωρεῖ ὅτι δὲν ὑπάρχουν λόγοι ἀνησυχιῶν καὶ ὅτι αἱ διαπραγματεύσεις θὰ ἀποβοῦν ἐπιτυχεῖς. Κατὰ τὰς πληροφορίας, ὁ πρωθυπουργὸς θὰ ἐπιδιώξη συνεννόησιν μὲ τὴν Δυτικὴν Γερμανίαν, τὴν Ἰταλίαν καὶ τὴν Ὀλλανδίαν. Αἱ προτάσεις αὗται θὰ συζητηθοῦν κατὰ τὴν προσεχῆ σύνοδον τοῦ συμβουλίου. [589,246,1170,319]
divider [404,173,581,174]
headline: ΑΜΟΙΒΗ 500 ΛΙΡΩΝ ΕΙΣ ΟΙΟΝΔΗΠΟΤΕ ΠΛΗΡΟΦΟΡΙΟΔΟΤΗΝ ΔΙΑ ΤΗΝ ΑΝΑΚΑΛΥΨΙΝ ΔΥΝΑΜΙΤΙΣΤΩΝ ΕΙΣ ΤΟ ΑΝΤΕΝ [39,977,361,1025]
section-label: Ο ΠΑΡΑΚΑΤΗΓΟΡΟΙ [836,1070,923,1081]
article-potatoes [6,891,395,966]
section-label: ΑΙ ΔΗΛΩΣΕΙΣ ΤΟΥ ΑΤΣΕΣΩΝ [819,699,941,710]
article-body: Ἐκ τοῦ κεντρικοῦ μετεωρολογικοῦ σταθμοῦ ἀνεκοινώθη ὅτι ὁ καιρὸς σήμερον θὰ εἶναι νεφελώδης μὲ σποραδικὰς βροχάς. Εἰς τὸ Μέτσοβον ἐσημειώθησαν καθιζήσεις καὶ διαβρώσεις. [1176,733,1570,765]
headline: ΕΛΛΗΝΙΚΟΙ ΟΙΝΟΙ ΘΑ ΔΙΑΤΕΘΟΥΝ ΕΙΣ ΤΗΝ Δ. ΓΕΡΜΑΝΙΑΝ [423,406,562,443]
headline: ΟΙΚΟΝΟΜΙΚΗ ΣΥΜΦΩΝΙΑ ΡΟΥΜΑΝΙΑΣ - ΚΙΝΑΣ [417,1002,568,1028]
article-body: ΠΑΡΙΣΙΟΙ, 11. (Ρώυτερ). — Ὁ πρόεδρος ντὲ Γκὼλ ἐδέχθη τὸν πρεσβευτὴν εἰς Πεκῖνον. [404,824,581,856]
section-label: ΧΑΛΕ ΜΑΚΑΡΙΟΥ [843,626,916,637]
section-label: ΤΙ ΑΠΑΙΤΟΥΝ [851,439,908,450]
headline: ΔΙΑΔΗΛΩΣΙΣ ΠΡΟ ΤΗΣ ΕΔΡΑΣ ΤΟΥ Ο.Η.Ε. ΥΠΕΡ ΤΟΥ «ΣΕΞ» [404,865,581,890]
article-body: ΑΛΕΞΑΝΔΡΕΙΑ, 11. (Ρώυτερ). — Δύο ἄτομα ἐφονεύθησαν κατὰ τὴν κατάρρευσιν παλαιοῦ κτιρίου. [404,743,581,775]
headline: ΔΑΝΕΙΑ ΕΙΣ ΤΑ ΚΤΕΛ [430,1071,555,1085]
headline: Η ΤΑΝΖΑΝΙΑ ΕΩΡΤΑΣΕ ΤΗΝ ΤΡΙΤΗΝ ΕΠΕΤΕΙΟΝ ΤΗΣ ΑΝΕΞΑΡΤΗΣΙΑΣ ΤΗΣ [884,1091,1170,1119]
article-body: Τὴν προσεχῆ Κυριακὴν θὰ τελεσθῆ ἡ κηδεία τοῦ ἀποβιώσαντος. [404,1156,581,1178]
